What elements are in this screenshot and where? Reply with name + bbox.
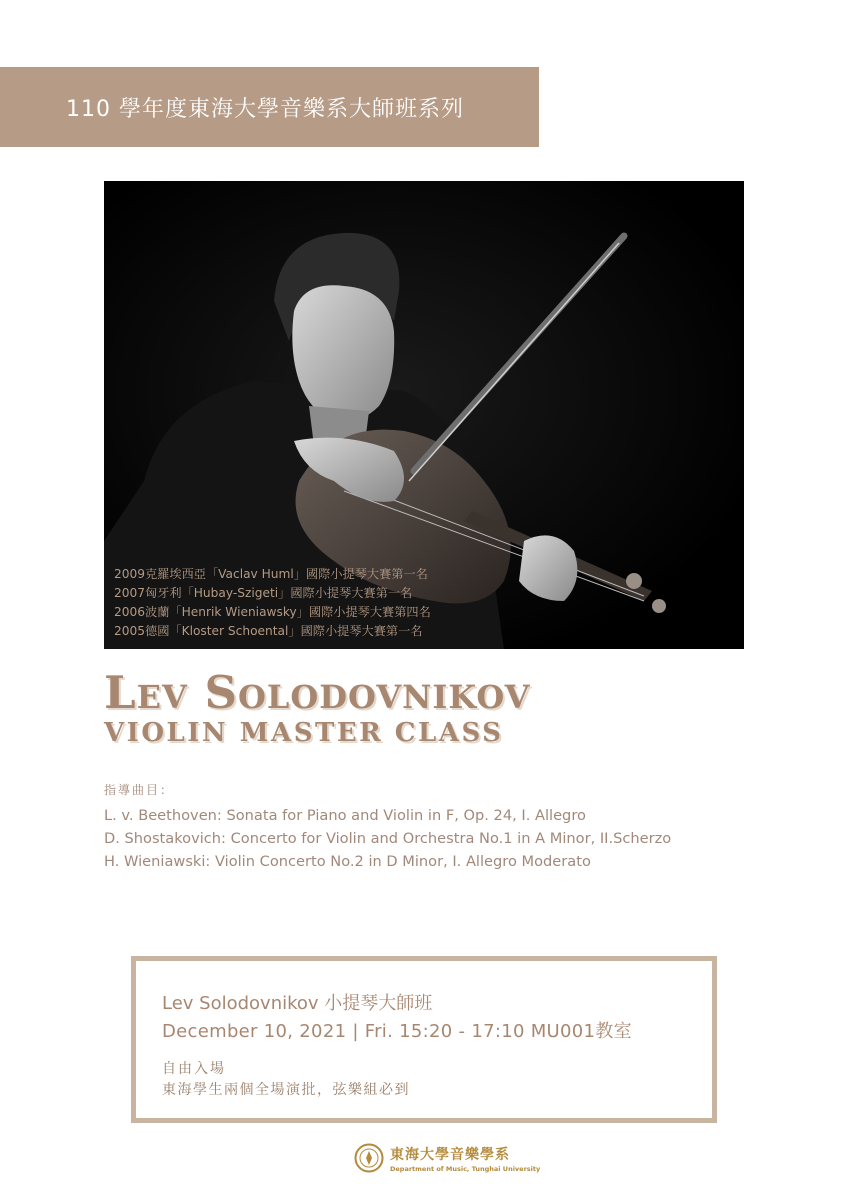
admission-note: 自由入場 xyxy=(162,1061,226,1077)
repertoire-item: D. Shostakovich: Concerto for Violin and Orchestra No.1 in A Minor, II.Scherzo xyxy=(104,830,672,847)
repertoire-item: H. Wieniawski: Violin Concerto No.2 in D Minor, I. Allegro Moderato xyxy=(104,853,591,870)
repertoire-label: 指導曲目： xyxy=(104,783,175,797)
award-item: 2006波蘭「Henrik Wieniawsky」國際小提琴大賽第四名 xyxy=(114,605,431,619)
event-datetime: December 10, 2021 | Fri. 15:20 - 17:10 MU001教室 xyxy=(162,1021,632,1042)
performer-photo xyxy=(104,181,744,649)
logo-chinese-name: 東海大學音樂學系 xyxy=(390,1146,510,1163)
performer-name: Lev Solodovnikov xyxy=(104,666,531,719)
award-item: 2005德國「Kloster Schoental」國際小提琴大賽第一名 xyxy=(114,624,423,638)
event-info-box xyxy=(131,956,717,1123)
awards-list xyxy=(114,565,431,641)
series-banner xyxy=(0,67,539,147)
repertoire-section xyxy=(104,779,671,873)
event-subtitle: VIOLIN MASTER CLASS xyxy=(104,718,504,748)
repertoire-item: L. v. Beethoven: Sonata for Piano and Violin in F, Op. 24, I. Allegro xyxy=(104,807,586,824)
event-title: Lev Solodovnikov 小提琴大師班 xyxy=(162,993,433,1014)
logo-english-name: Department of Music, Tunghai University xyxy=(390,1164,541,1173)
award-item: 2009克羅埃西亞「Vaclav Huml」國際小提琴大賽第一名 xyxy=(114,567,428,581)
series-banner-text: 110 學年度東海大學音樂系大師班系列 xyxy=(66,96,464,122)
university-logo xyxy=(354,1141,540,1175)
university-seal-icon xyxy=(354,1143,384,1173)
attendance-note: 東海學生兩個全場演批，弦樂組必到 xyxy=(162,1082,410,1098)
award-item: 2007匈牙利「Hubay-Szigeti」國際小提琴大賽第一名 xyxy=(114,586,413,600)
